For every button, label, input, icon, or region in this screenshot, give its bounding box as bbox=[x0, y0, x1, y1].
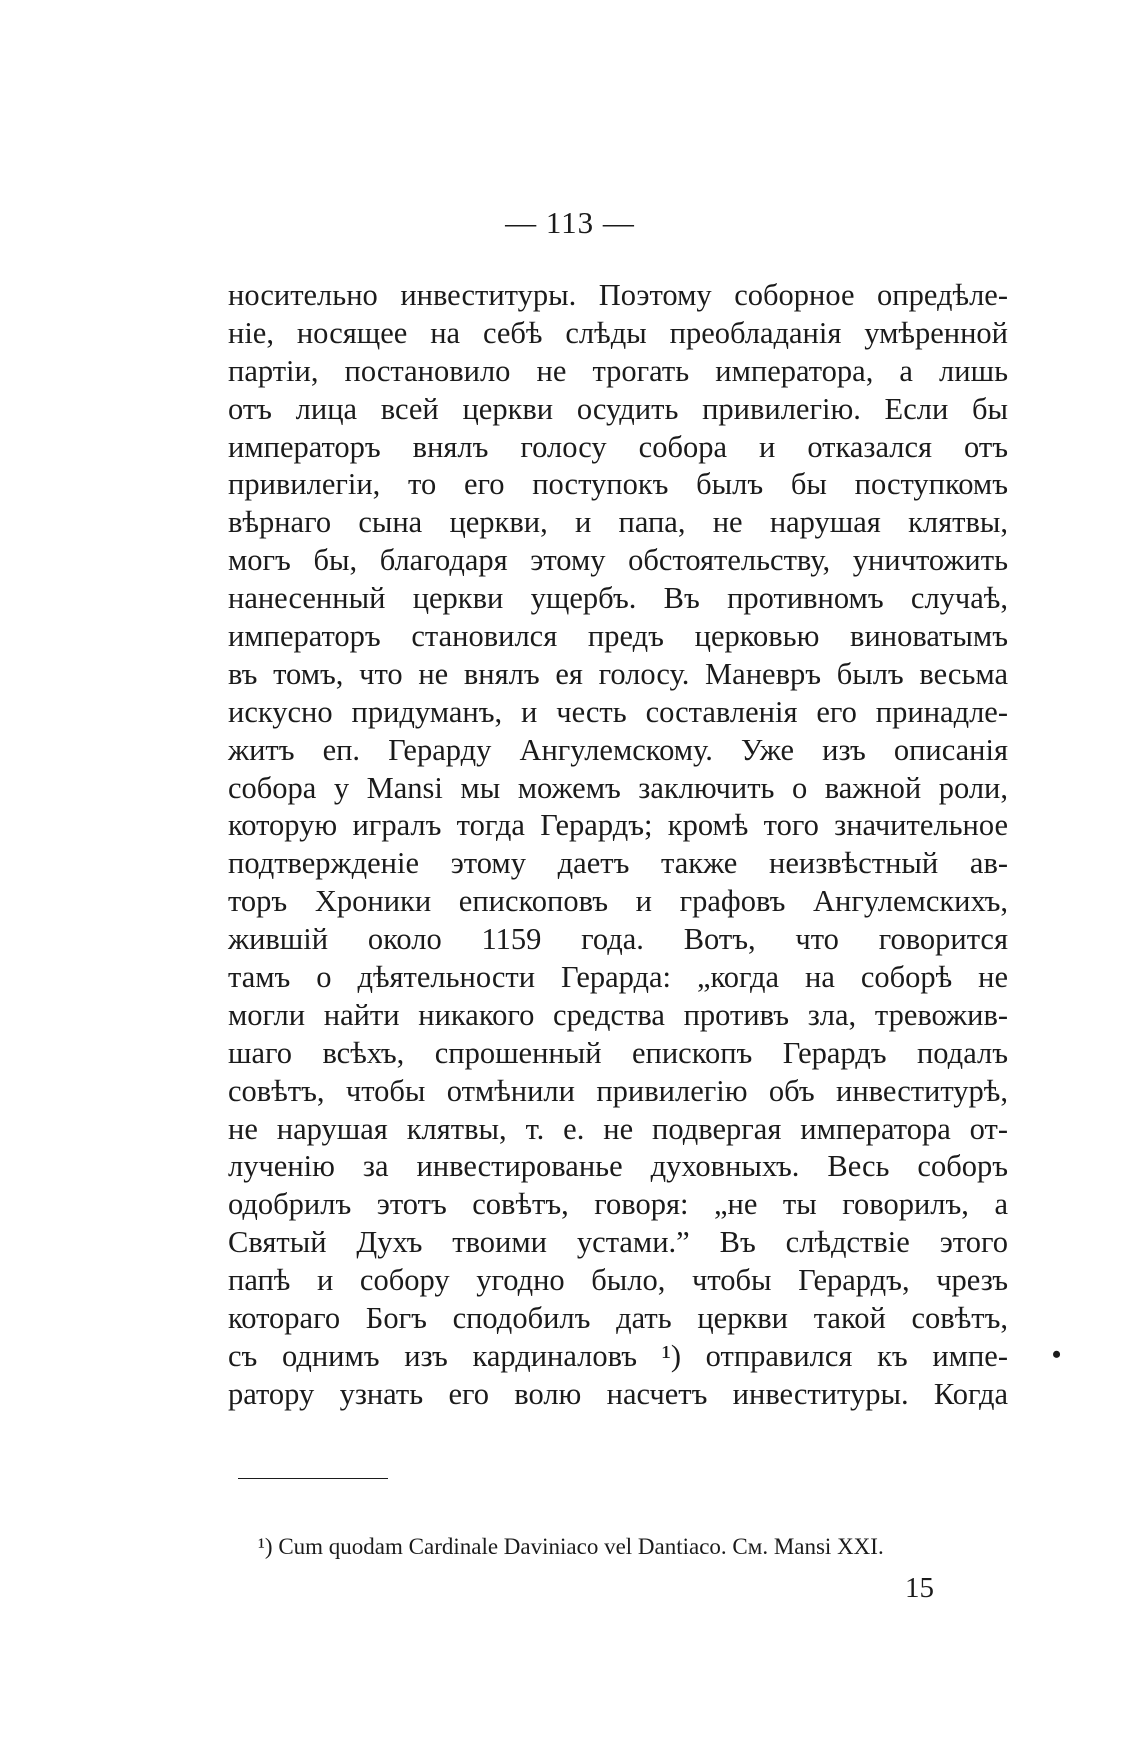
text-line: могли найти никакого средства противъ зла, тревожив- bbox=[228, 997, 1008, 1032]
text-line: искусно придуманъ, и честь составленія его принадле- bbox=[228, 694, 1008, 729]
text-line: котораго Богъ сподобилъ дать церкви такой совѣтъ, bbox=[228, 1301, 1008, 1336]
text-line: ніе, носящее на себѣ слѣды преобладанія умѣренной bbox=[228, 315, 1008, 350]
text-line: торъ Хроники епископовъ и графовъ Ангулемскихъ, bbox=[228, 884, 1008, 919]
text-line: жившій около 1159 года. Вотъ, что говорится bbox=[228, 922, 1008, 957]
margin-mark: • bbox=[1052, 1339, 1062, 1369]
text-line: съ однимъ изъ кардиналовъ ¹) отправился къ импе- bbox=[228, 1338, 1008, 1373]
text-line: тамъ о дѣятельности Герарда: „когда на соборѣ не bbox=[228, 960, 1008, 995]
signature-mark: 15 bbox=[905, 1571, 934, 1604]
text-line: вѣрнаго сына церкви, и папа, не нарушая клятвы, bbox=[228, 505, 1008, 540]
footnote-text: Cum quodam Cardinale Daviniaco vel Dantiaco. См. Mansi XXI. bbox=[278, 1533, 884, 1559]
text-line: императоръ становился предъ церковью виноватымъ bbox=[228, 619, 1008, 654]
text-line: Святый Духъ твоими устами.” Въ слѣдствіе этого bbox=[228, 1225, 1008, 1260]
footnote bbox=[258, 1534, 1018, 1560]
text-line: папѣ и собору угодно было, чтобы Герардъ, чрезъ bbox=[228, 1263, 1008, 1298]
text-line: привилегіи, то его поступокъ былъ бы поступкомъ bbox=[228, 467, 1008, 502]
text-line: партіи, постановило не трогать императора, а лишь bbox=[228, 353, 1008, 388]
text-line: императоръ внялъ голосу собора и отказался отъ bbox=[228, 429, 1008, 464]
text-line: совѣтъ, чтобы отмѣнили привилегію объ инвеститурѣ, bbox=[228, 1073, 1008, 1108]
body-text bbox=[228, 277, 1008, 1414]
text-line: могъ бы, благодаря этому обстоятельству, уничтожить bbox=[228, 543, 1008, 578]
text-line: житъ еп. Герарду Ангулемскому. Уже изъ описанія bbox=[228, 732, 1008, 767]
text-line: ратору узнать его волю насчетъ инвеституры. Когда bbox=[228, 1376, 1008, 1411]
text-line: одобрилъ этотъ совѣтъ, говоря: „не ты говорилъ, а bbox=[228, 1187, 1008, 1222]
text-line: шаго всѣхъ, спрошенный епископъ Герардъ подалъ bbox=[228, 1035, 1008, 1070]
text-line: лученію за инвестированье духовныхъ. Весь соборъ bbox=[228, 1149, 1008, 1184]
footnote-marker: ¹) bbox=[258, 1533, 273, 1559]
text-line: подтвержденіе этому даетъ также неизвѣстный ав- bbox=[228, 846, 1008, 881]
text-line: которую игралъ тогда Герардъ; кромѣ того значительное bbox=[228, 808, 1008, 843]
text-line: носительно инвеституры. Поэтому соборное опредѣле- bbox=[228, 278, 1008, 312]
page-number: — 113 — bbox=[505, 205, 635, 240]
text-line: собора у Mansi мы можемъ заключить о важной роли, bbox=[228, 770, 1008, 805]
text-line: нанесенный церкви ущербъ. Въ противномъ случаѣ, bbox=[228, 581, 1008, 616]
text-line: отъ лица всей церкви осудить привилегію. Если бы bbox=[228, 391, 1008, 426]
text-line: не нарушая клятвы, т. е. не подвергая императора от- bbox=[228, 1111, 1008, 1146]
footnote-rule bbox=[238, 1478, 388, 1479]
text-line: въ томъ, что не внялъ ея голосу. Маневръ былъ весьма bbox=[228, 656, 1008, 691]
